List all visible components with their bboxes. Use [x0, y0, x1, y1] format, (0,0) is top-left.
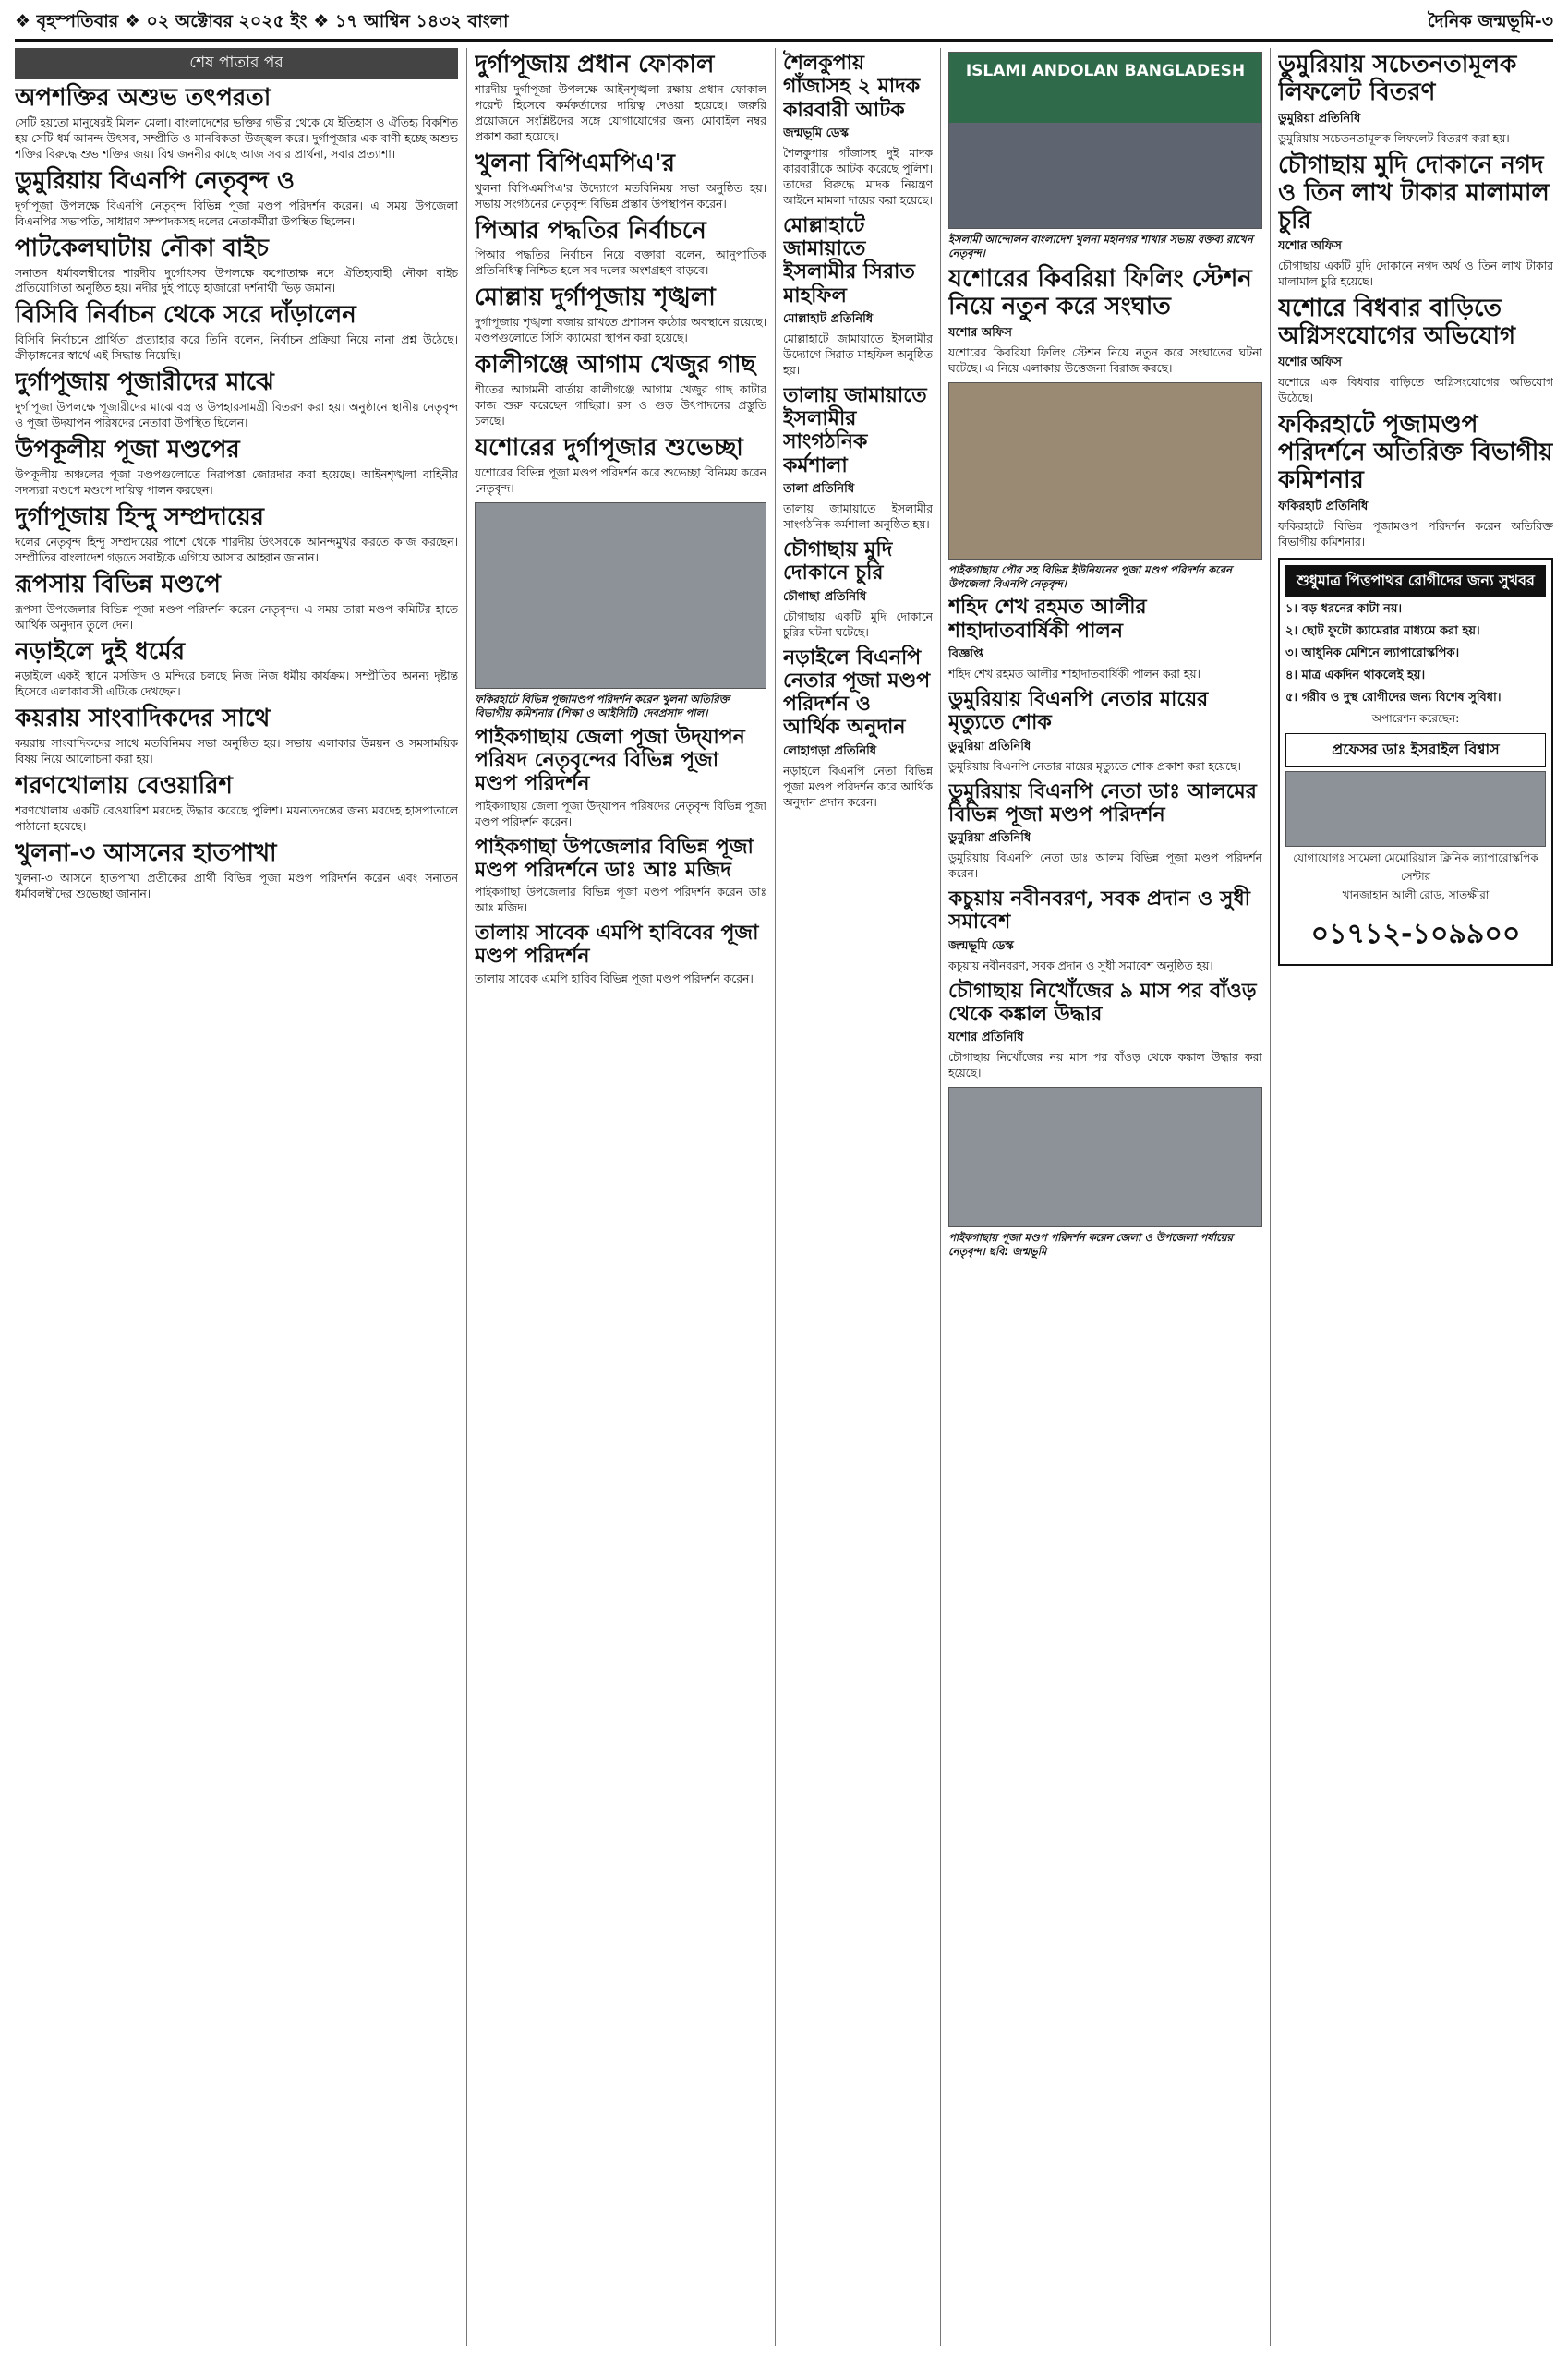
article-text: পিআর পদ্ধতির নির্বাচন নিয়ে বক্তারা বলেন, আনুপাতিক প্রতিনিধিত্ব নিশ্চিত হলে সব দলের অংশগ্রহণ বাড়বে।	[475, 248, 766, 278]
headline: ডুমুরিয়ায় সচেতনতামূলক লিফলেট বিতরণ	[1278, 51, 1517, 106]
article-text: তালায় সাবেক এমপি হাবিব বিভিন্ন পূজা মণ্ডপ পরিদর্শন করেন।	[475, 971, 754, 985]
article-text: যশোরে এক বিধবার বাড়িতে অগ্নিসংযোগের অভিযোগ উঠেছে।	[1278, 376, 1553, 405]
article-text: দলের নেতৃবৃন্দ হিন্দু সম্প্রদায়ের পাশে থেকে শারদীয় উৎসবকে আনন্দমুখর করতে কাজ করছেন। সম্প্রীতির বাংলাদেশ গড়তে সবাইকে এগিয়ে আসার আহ্বান জানান।	[15, 535, 458, 564]
column-rule	[466, 48, 467, 2346]
headline: তালায় জামায়াতে ইসলামীর সাংগঠনিক কর্মশালা	[783, 382, 927, 477]
news-photo	[948, 1087, 1262, 1227]
article	[475, 218, 766, 280]
byline: ডুমুরিয়া প্রতিনিধি	[948, 739, 1031, 754]
headline: কয়রায় সাংবাদিকদের সাথে	[15, 705, 271, 733]
article	[948, 688, 1262, 775]
ad-item: ১। বড় ধরনের কাটা নয়।	[1285, 601, 1403, 616]
ad-item: ৪। মাত্র একদিন থাকলেই হয়।	[1285, 668, 1426, 682]
byline: জন্মভূমি ডেস্ক	[948, 938, 1014, 953]
ad-doctor: প্রফেসর ডাঃ ইসরাইল বিশ্বাস	[1285, 733, 1546, 767]
article	[475, 151, 766, 212]
article	[783, 52, 933, 209]
article	[15, 302, 458, 364]
headline: পাইকগাছায় জেলা পূজা উদ্‌যাপন পরিষদ নেতৃবৃন্দের বিভিন্ন পূজা মণ্ডপ পরিদর্শন	[475, 724, 745, 796]
clinic-advertisement	[1278, 558, 1553, 966]
article	[15, 773, 458, 835]
article	[475, 435, 766, 497]
byline: চৌগাছা প্রতিনিধি	[783, 589, 867, 604]
article-text: দুর্গাপূজা উপলক্ষে পূজারীদের মাঝে বস্ত্র ও উপহারসামগ্রী বিতরণ করা হয়। অনুষ্ঠানে স্থানীয় নেতৃবৃন্দ ও পূজা উদযাপন পরিষদের নেতারা উপস্থিত ছিলেন।	[15, 401, 458, 430]
article-text: দুর্গাপূজায় শৃঙ্খলা বজায় রাখতে প্রশাসন কঠোর অবস্থানে রয়েছে। মণ্ডপগুলোতে সিসি ক্যামেরা স্থাপন করা হয়েছে।	[475, 316, 766, 345]
article	[15, 437, 458, 499]
ad-item: ২। ছোট ফুটো ক্যামেরার মাধ্যমে করা হয়।	[1285, 623, 1480, 638]
headline: পাটকেলঘাটায় নৌকা বাইচ	[15, 234, 269, 262]
byline: লোহাগড়া প্রতিনিধি	[783, 743, 877, 758]
headline: খুলনা-৩ আসনের হাতপাখা	[15, 839, 277, 868]
dateline: ❖ বৃহস্পতিবার ❖ ০২ অক্টোবর ২০২৫ ইং ❖ ১৭ আশ্বিন ১৪৩২ বাংলা	[15, 11, 509, 31]
article-text: যশোরের কিবরিয়া ফিলিং স্টেশন নিয়ে নতুন করে সংঘাতের ঘটনা ঘটেছে। এ নিয়ে এলাকায় উত্তেজনা বিরাজ করছে।	[948, 345, 1262, 375]
article-text: পাইকগাছা উপজেলার বিভিন্ন পূজা মণ্ডপ পরিদর্শন করেন ডাঃ আঃ মজিদ।	[475, 886, 766, 915]
article-text: সনাতন ধর্মাবলম্বীদের শারদীয় দুর্গোৎসব উপলক্ষে কপোতাক্ষ নদে ঐতিহ্যবাহী নৌকা বাইচ প্রতিযোগিতা অনুষ্ঠিত হয়। নদীর দুই পাড়ে হাজারো দর্শনার্থী ভিড় জমান।	[15, 266, 458, 296]
byline: জন্মভূমি ডেস্ক	[783, 126, 849, 140]
headline: খুলনা বিপিএমপিএ'র	[475, 149, 675, 177]
byline: যশোর অফিস	[1278, 356, 1342, 370]
column-rule	[1270, 48, 1271, 2346]
article	[948, 266, 1262, 377]
section-strip: শেষ পাতার পর	[15, 48, 458, 79]
column-4	[948, 48, 1262, 2347]
byline: বিজ্ঞপ্তি	[948, 647, 983, 662]
column-2	[475, 48, 766, 2347]
event-banner	[949, 53, 1261, 123]
headline: তালায় সাবেক এমপি হাবিবের পূজা মণ্ডপ পরিদর্শন	[475, 921, 759, 969]
headline: যশোরের কিবরিয়া ফিলিং স্টেশন নিয়ে নতুন করে সংঘাত	[948, 264, 1252, 320]
article-text: বিসিবি নির্বাচনে প্রার্থিতা প্রত্যাহার করে তিনি বলেন, নির্বাচন প্রক্রিয়া নিয়ে নানা প্রশ্ন উঠেছে। ক্রীড়াঙ্গনের স্বার্থে এই সিদ্ধান্ত নিয়েছি।	[15, 333, 458, 363]
article-text: তালায় জামায়াতে ইসলামীর সাংগঠনিক কর্মশালা অনুষ্ঠিত হয়।	[783, 502, 933, 532]
article	[1278, 52, 1553, 147]
headline: অপশক্তির অশুভ তৎপরতা	[15, 84, 271, 112]
photo-caption: ইসলামী আন্দোলন বাংলাদেশ খুলনা মহানগর শাখার সভায় বক্তব্য রাখেন নেতৃবৃন্দ।	[948, 233, 1253, 259]
column-rule	[940, 48, 941, 2346]
article-text: শৈলকুপায় গাঁজাসহ দুই মাদক কারবারীকে আটক করেছে পুলিশ। তাদের বিরুদ্ধে মাদক নিয়ন্ত্রণ আইনে মামলা দায়ের করা হয়েছে।	[783, 146, 933, 207]
article-text: কচুয়ায় নবীনবরণ, সবক প্রদান ও সুধী সমাবেশ অনুষ্ঠিত হয়।	[948, 959, 1213, 972]
ad-item: ৩। আধুনিক মেশিনে ল্যাপারোস্কপিক।	[1285, 645, 1460, 660]
headline: দুর্গাপূজায় প্রধান ফোকাল	[475, 51, 715, 78]
news-photo	[475, 502, 766, 689]
article	[15, 572, 458, 633]
headline: ডুমুরিয়ায় বিএনপি নেতৃবৃন্দ ও	[15, 166, 295, 195]
article	[948, 596, 1262, 682]
headline: দুর্গাপূজায় পূজারীদের মাঝে	[15, 368, 274, 397]
headline: শরণখোলায় বেওয়ারিশ	[15, 772, 233, 801]
article-text: উপকূলীয় অঞ্চলের পূজা মণ্ডপগুলোতে নিরাপত্তা জোরদার করা হয়েছে। আইনশৃঙ্খলা বাহিনীর সদস্যরা মণ্ডপে মণ্ডপে দায়িত্ব পালন করছেন।	[15, 468, 458, 497]
byline: যশোর অফিস	[948, 325, 1012, 340]
ad-label: অপারেশন করেছেন:	[1371, 711, 1460, 725]
byline: ডুমুরিয়া প্রতিনিধি	[948, 831, 1031, 846]
headline: চৌগাছায় মুদি দোকানে চুরি	[783, 537, 893, 585]
article-text: সেটি হয়তো মানুষেরই মিলন মেলা। বাংলাদেশের ভক্তির গভীর থেকে যে ইতিহাস ও ঐতিহ্য বিকশিত হয় সেটি ধর্ম আনন্দ উৎসব, সম্প্রীতি ও মানবিকতা উজ্জ্বল করে। দুর্গাপূজার এক বাণী হচ্ছে অশুভ শক্তির বিরুদ্ধে শুভ শক্তির জয়। বিশ্ব জননীর কাছে আজ সবার প্রার্থনা, সবার প্রত্যাশা।	[15, 115, 458, 161]
article	[1278, 296, 1553, 406]
article-text: রূপসা উপজেলার বিভিন্ন পূজা মণ্ডপ পরিদর্শন করেন নেতৃবৃন্দ। এ সময় তারা মণ্ডপ কমিটির হাতে আর্থিক অনুদান তুলে দেন।	[15, 602, 458, 632]
article-text: ফকিরহাটে বিভিন্ন পূজামণ্ডপ পরিদর্শন করেন অতিরিক্ত বিভাগীয় কমিশনার।	[1278, 519, 1553, 549]
article	[15, 840, 458, 902]
headline: পিআর পদ্ধতির নির্বাচনে	[475, 216, 706, 245]
headline: কচুয়ায় নবীনবরণ, সবক প্রদান ও সুধী সমাবেশ	[948, 886, 1250, 935]
article	[948, 887, 1262, 974]
byline: যশোর প্রতিনিধি	[948, 1031, 1024, 1045]
headline: বিসিবি নির্বাচন থেকে সরে দাঁড়ালেন	[15, 301, 356, 330]
news-photo	[948, 382, 1262, 560]
photo-caption: পাইকগাছায় পৌর সহ বিভিন্ন ইউনিয়নের পূজা মণ্ডপ পরিদর্শন করেন উপজেলা বিএনপি নেতৃবৃন্দ।	[948, 562, 1233, 590]
headline: কালীগঞ্জে আগাম খেজুর গাছ	[475, 351, 756, 380]
article	[1278, 412, 1553, 550]
headline: পাইকগাছা উপজেলার বিভিন্ন পূজা মণ্ডপ পরিদর্শনে ডাঃ আঃ মজিদ	[475, 834, 754, 882]
article-text: ডুমুরিয়ায় বিএনপি নেতার মায়ের মৃত্যুতে শোক প্রকাশ করা হয়েছে।	[948, 759, 1241, 773]
headline: যশোরের দুর্গাপূজার শুভেচ্ছা	[475, 434, 743, 463]
paper-page-label: দৈনিক জন্মভূমি-৩	[1427, 11, 1553, 31]
ad-contact: যোগাযোগঃ সামেলা মেমোরিয়াল ক্লিনিক ল্যাপারোস্কপিক সেন্টার	[1293, 850, 1538, 883]
byline: ফকিরহাট প্রতিনিধি	[1278, 499, 1369, 513]
headline: ডুমুরিয়ায় বিএনপি নেতা ডাঃ আলমের বিভিন্ন পূজা মণ্ডপ পরিদর্শন	[948, 778, 1257, 826]
column-3	[783, 48, 933, 2347]
event-banner-text: ISLAMI ANDOLAN BANGLADESH	[965, 62, 1246, 80]
headline: শহিদ শেখ রহমত আলীর শাহাদাতবার্ষিকী পালন	[948, 595, 1147, 643]
byline: যশোর অফিস	[1278, 239, 1342, 254]
byline: ডুমুরিয়া প্রতিনিধি	[1278, 111, 1361, 126]
article-text: নড়াইলে বিএনপি নেতা বিভিন্ন পূজা মণ্ডপ পরিদর্শন করে আর্থিক অনুদান প্রদান করেন।	[783, 764, 933, 809]
article-text: দুর্গাপূজা উপলক্ষে বিএনপি নেতৃবৃন্দ বিভিন্ন পূজা মণ্ডপ পরিদর্শন করেন। এ সময় উপজেলা বিএনপির সভাপতি, সাধারণ সম্পাদকসহ দলের নেতাকর্মীরা উপস্থিত ছিলেন।	[15, 199, 458, 228]
article	[15, 639, 458, 701]
article-text: যশোরের বিভিন্ন পূজা মণ্ডপ পরিদর্শন করে শুভেচ্ছা বিনিময় করেন নেতৃবৃন্দ।	[475, 465, 766, 495]
article-text: কয়রায় সাংবাদিকদের সাথে মতবিনিময় সভা অনুষ্ঠিত হয়। সভায় এলাকার উন্নয়ন ও সমসাময়িক বিষয় নিয়ে আলোচনা করা হয়।	[15, 737, 458, 766]
article-text: শরণখোলায় একটি বেওয়ারিশ মরদেহ উদ্ধার করেছে পুলিশ। ময়নাতদন্তের জন্য মরদেহ হাসপাতালে পাঠানো হয়েছে।	[15, 804, 458, 834]
column-5	[1278, 48, 1553, 2347]
article	[475, 284, 766, 346]
article	[15, 504, 458, 566]
article-text: খুলনা বিপিএমপিএ'র উদ্যোগে মতবিনিময় সভা অনুষ্ঠিত হয়। সভায় সংগঠনের নেতৃবৃন্দ বিভিন্ন প্রস্তাব উপস্থাপন করেন।	[475, 181, 766, 211]
article	[15, 168, 458, 230]
article-text: নড়াইলে একই স্থানে মসজিদ ও মন্দিরে চলছে নিজ নিজ ধর্মীয় কার্যক্রম। সম্প্রীতির অনন্য দৃষ্টান্ত হিসেবে এলাকাবাসী এটিকে দেখছেন।	[15, 669, 458, 699]
ad-phone: ০১৭১২-১০৯৯০০	[1310, 917, 1521, 950]
headline: চৌগাছায় নিখোঁজের ৯ মাস পর বাঁওড় থেকে কঙ্কাল উদ্ধার	[948, 978, 1257, 1026]
headline: নড়াইলে দুই ধর্মের	[15, 637, 186, 666]
headline: মোল্লাহাটে জামায়াতে ইসলামীর সিরাত মাহফিল	[783, 212, 915, 308]
column-rule	[775, 48, 776, 2346]
column-1	[15, 48, 458, 2347]
headline: দুর্গাপূজায় হিন্দু সম্প্রদায়ের	[15, 502, 264, 531]
ad-item: ৫। গরীব ও দুস্থ রোগীদের জন্য বিশেষ সুবিধা।	[1285, 690, 1502, 705]
article-text: ডুমুরিয়ায় সচেতনতামূলক লিফলেট বিতরণ করা হয়।	[1278, 131, 1510, 145]
headline: নড়াইলে বিএনপি নেতার পূজা মণ্ডপ পরিদর্শন ও আর্থিক অনুদান	[783, 645, 931, 740]
headline: মোল্লায় দুর্গাপূজায় শৃঙ্খলা	[475, 283, 716, 312]
article	[475, 726, 766, 830]
article	[783, 384, 933, 533]
article-text: খুলনা-৩ আসনে হাতপাখা প্রতীকের প্রার্থী বিভিন্ন পূজা মণ্ডপ পরিদর্শন করেন এবং সনাতন ধর্মাবলম্বীদের শুভেচ্ছা জানান।	[15, 871, 458, 900]
headline: রূপসায় বিভিন্ন মণ্ডপে	[15, 570, 221, 598]
article	[1278, 152, 1553, 291]
byline: মোল্লাহাট প্রতিনিধি	[783, 311, 874, 326]
page-header	[15, 7, 1553, 42]
headline: শৈলকুপায় গাঁজাসহ ২ মাদক কারবারী আটক	[783, 51, 921, 122]
headline: ডুমুরিয়ায় বিএনপি নেতার মায়ের মৃত্যুতে শোক	[948, 687, 1209, 735]
article	[475, 922, 766, 987]
ad-address: খানজাহান আলী রোড, সাতক্ষীরা	[1342, 887, 1490, 901]
article	[15, 235, 458, 297]
article-text: পাইকগাছায় জেলা পূজা উদ্‌যাপন পরিষদের নেতৃবৃন্দ বিভিন্ন পূজা মণ্ডপ পরিদর্শন করেন।	[475, 799, 766, 828]
article	[475, 52, 766, 145]
article-text: শহিদ শেখ রহমত আলীর শাহাদাতবার্ষিকী পালন করা হয়।	[948, 668, 1200, 681]
article	[15, 369, 458, 431]
headline: চৌগাছায় মুদি দোকানে নগদ ও তিন লাখ টাকার মালামাল চুরি	[1278, 151, 1550, 235]
photo-caption: ফকিরহাটে বিভিন্ন পূজামণ্ডপ পরিদর্শন করেন খুলনা অতিরিক্ত বিভাগীয় কমিশনার (শিক্ষা ও আইসিটি) দেবপ্রসাদ পাল।	[475, 692, 730, 719]
article-text: চৌগাছায় একটি মুদি দোকানে চুরির ঘটনা ঘটেছে।	[783, 609, 933, 639]
article-text: ডুমুরিয়ায় বিএনপি নেতা ডাঃ আলম বিভিন্ন পূজা মণ্ডপ পরিদর্শন করেন।	[948, 851, 1262, 881]
article	[948, 780, 1262, 883]
headline: উপকূলীয় পূজা মণ্ডপের	[15, 436, 240, 464]
article-text: মোল্লাহাটে জামায়াতে ইসলামীর উদ্যোগে সিরাত মাহফিল অনুষ্ঠিত হয়।	[783, 332, 933, 377]
article	[15, 85, 458, 163]
news-photo	[948, 52, 1262, 229]
ad-headline: শুধুমাত্র পিত্তপাথর রোগীদের জন্য সুখবর	[1285, 565, 1546, 597]
article	[783, 538, 933, 641]
article	[783, 646, 933, 811]
article-text: চৌগাছায় একটি মুদি দোকানে নগদ অর্থ ও তিন লাখ টাকার মালামাল চুরি হয়েছে।	[1278, 259, 1553, 289]
headline: যশোরে বিধবার বাড়িতে অগ্নিসংযোগের অভিযোগ	[1278, 295, 1516, 351]
article-text: শীতের আগমনী বার্তায় কালীগঞ্জে আগাম খেজুর গাছ কাটার কাজ শুরু করেছেন গাছিরা। রস ও গুড় উৎপাদনের প্রস্তুতি চলছে।	[475, 383, 766, 428]
article	[783, 214, 933, 379]
article	[475, 836, 766, 917]
byline: তালা প্রতিনিধি	[783, 482, 855, 497]
article	[475, 352, 766, 429]
headline: ফকিরহাটে পূজামণ্ডপ পরিদর্শনে অতিরিক্ত বিভাগীয় কমিশনার	[1278, 411, 1553, 494]
article	[948, 980, 1262, 1082]
article	[15, 706, 458, 767]
photo-caption: পাইকগাছায় পূজা মণ্ডপ পরিদর্শন করেন জেলা ও উপজেলা পর্যায়ের নেতৃবৃন্দ। ছবি: জন্মভূমি	[948, 1231, 1233, 1259]
article-text: শারদীয় দুর্গাপূজা উপলক্ষে আইনশৃঙ্খলা রক্ষায় প্রধান ফোকাল পয়েন্ট হিসেবে কর্মকর্তাদের দায়িত্ব দেওয়া হয়েছে। জরুরি প্রয়োজনে সংশ্লিষ্টদের সঙ্গে যোগাযোগের জন্য মোবাইল নম্বর প্রকাশ করা হয়েছে।	[475, 82, 766, 143]
article-text: চৌগাছায় নিখোঁজের নয় মাস পর বাঁওড় থেকে কঙ্কাল উদ্ধার করা হয়েছে।	[948, 1051, 1262, 1080]
ad-photo	[1285, 771, 1546, 847]
